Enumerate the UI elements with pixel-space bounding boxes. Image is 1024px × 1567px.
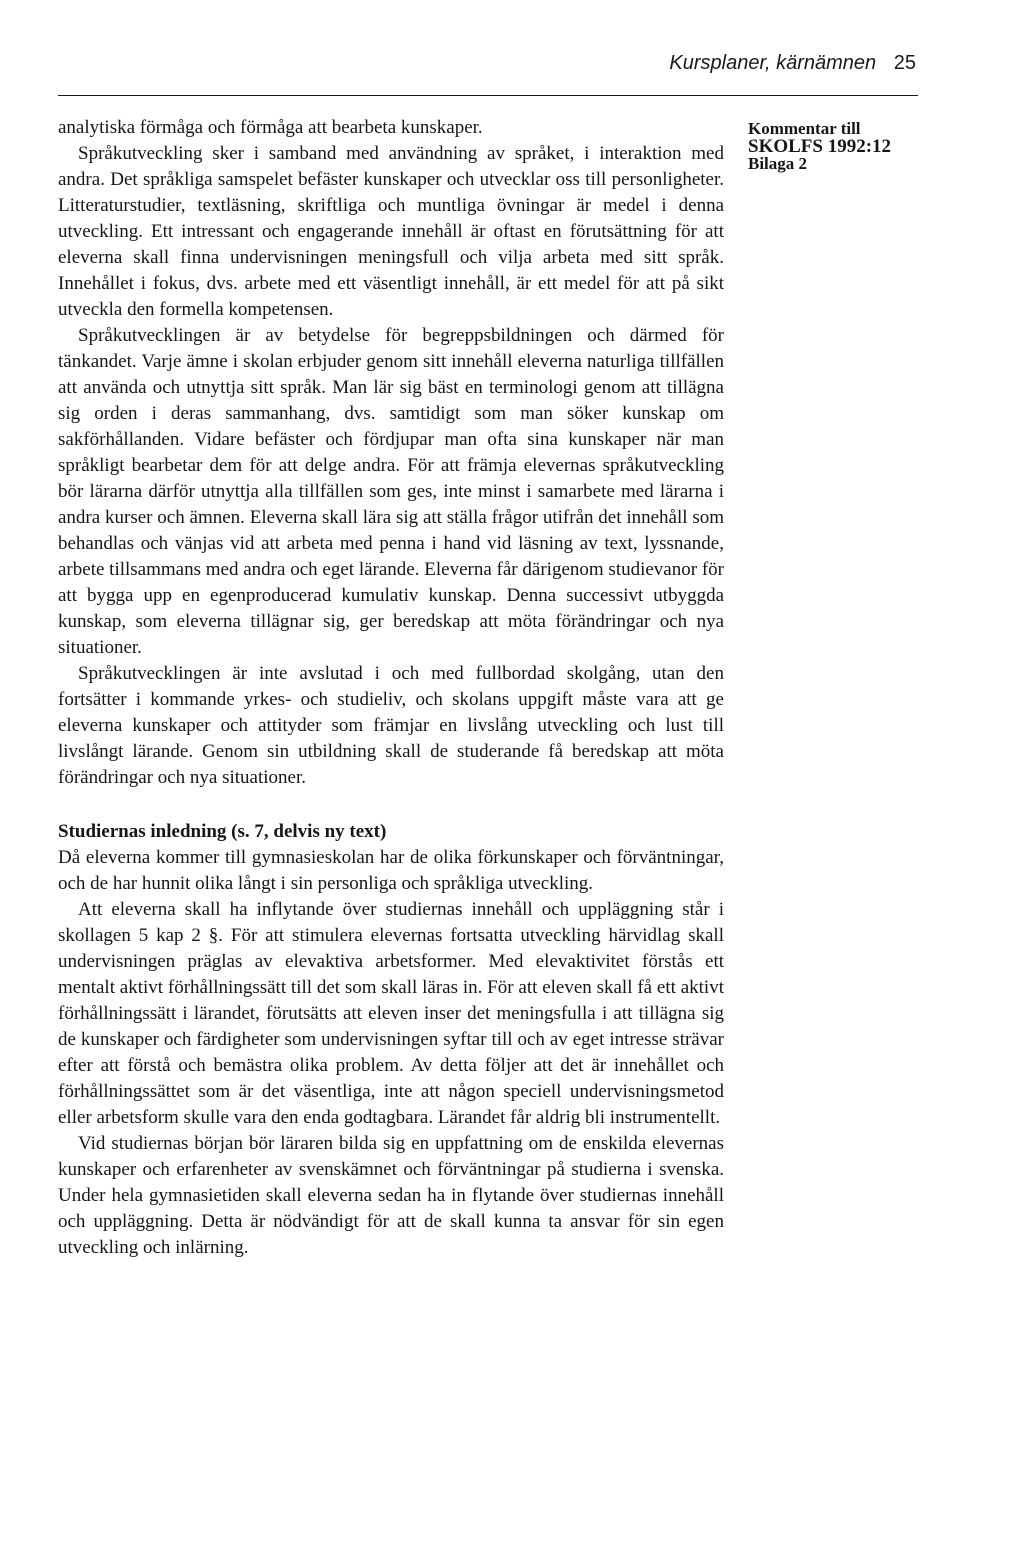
paragraph: Språkutveckling sker i samband med användning av språket, i interaktion med andra. Det språkliga samspelet befäster kunskaper och utvecklar oss till personligheter. Litteraturstudier, textläsning, skriftliga och muntliga övningar är medel i denna utveckling. Ett intressant och engagerande innehåll är oftast en förutsättning för att eleverna skall finna undervisningen meningsfull och vilja arbeta med sitt språk. Innehållet i fokus, dvs. arbete med ett väsentligt innehåll, är ett medel för att på sikt utveckla den formella kompetensen. (58, 143, 724, 320)
margin-note-line-2: SKOLFS 1992:12 (748, 136, 892, 157)
page-number: 25 (893, 52, 916, 74)
margin-note-line-1: Kommentar till (748, 119, 861, 138)
running-head-title: Kursplaner, kärnämnen (669, 52, 877, 74)
paragraph: Då eleverna kommer till gymnasieskolan har de olika förkunskaper och förväntningar, och de har hunnit olika långt i sin personliga och språkliga utveckling. (58, 847, 724, 894)
paragraph: Vid studiernas början bör läraren bilda sig en uppfattning om de enskilda elevernas kunskaper och erfarenheter av svenskämnet och förväntningar på studierna i svenska. Under hela gymnasietiden skall eleverna sedan ha in flytande över studiernas innehåll och uppläggning. Detta är nödvändigt för att de skall kunna ta ansvar för sin egen utveckling och inlärning. (58, 1133, 724, 1258)
section-heading: Studiernas inledning (s. 7, delvis ny text) (58, 821, 387, 842)
paragraph: Språkutvecklingen är av betydelse för begreppsbildningen och därmed för tänkandet. Varje ämne i skolan erbjuder genom sitt innehåll eleverna naturliga tillfällen att använda och utnyttja sitt språk. Man lär sig bäst en terminologi genom att tillägna sig orden i deras sammanhang, dvs. samtidigt som man söker kunskap om sakförhållanden. Vidare befäster och fördjupar man ofta sina kunskaper när man språkligt bearbetar dem för att delge andra. För att främja elevernas språkutveckling bör lärarna därför utnyttja alla tillfällen som ges, inte minst i samarbete med lärarna i andra kurser och ämnen. Eleverna skall lära sig att ställa frågor utifrån det innehåll som behandlas och vänjas vid att arbeta med penna i hand vid läsning av text, lyssnande, arbete tillsammans med andra och eget lärande. Eleverna får därigenom studievanor för att bygga upp en egenproducerad kumulativ kunskap. Denna successivt utbyggda kunskap, som eleverna tillägnar sig, ger beredskap att möta förändringar och nya situationer. (58, 325, 724, 658)
paragraph: Språkutvecklingen är inte avslutad i och med fullbordad skolgång, utan den fortsätter i kommande yrkes- och studieliv, och skolans uppgift måste vara att ge eleverna kunskaper och attityder som främjar en livslång utveckling och lust till livslångt lärande. Genom sin utbildning skall de studerande få beredskap att möta förändringar och nya situationer. (58, 663, 724, 788)
running-head (669, 52, 916, 75)
margin-note (748, 121, 928, 172)
margin-note-line-3: Bilaga 2 (748, 154, 808, 173)
paragraph: Att eleverna skall ha inflytande över studiernas innehåll och uppläggning står i skollagen 5 kap 2 §. För att stimulera elevernas fortsatta utveckling härvidlag skall undervisningen präglas av elevaktiva arbetsformer. Med elevaktivitet förstås ett mentalt aktivt förhållningssätt till det som skall läras in. För att eleven skall få ett aktivt förhållningssätt i lärandet, förutsätts att eleven inser det meningsfulla i att tillägna sig de kunskaper och färdigheter som undervisningen syftar till och av eget intresse strävar efter att förstå och bemästra olika problem. Av detta följer att det är innehållet och förhållningssättet som är det väsentliga, inte att någon speciell undervisningsmetod eller arbetsform skulle vara den enda godtagbara. Lärandet får aldrig bli instrumentellt. (58, 899, 724, 1128)
main-text (58, 115, 724, 1261)
header-rule (58, 95, 918, 96)
paragraph: analytiska förmåga och förmåga att bearbeta kunskaper. (58, 117, 483, 138)
